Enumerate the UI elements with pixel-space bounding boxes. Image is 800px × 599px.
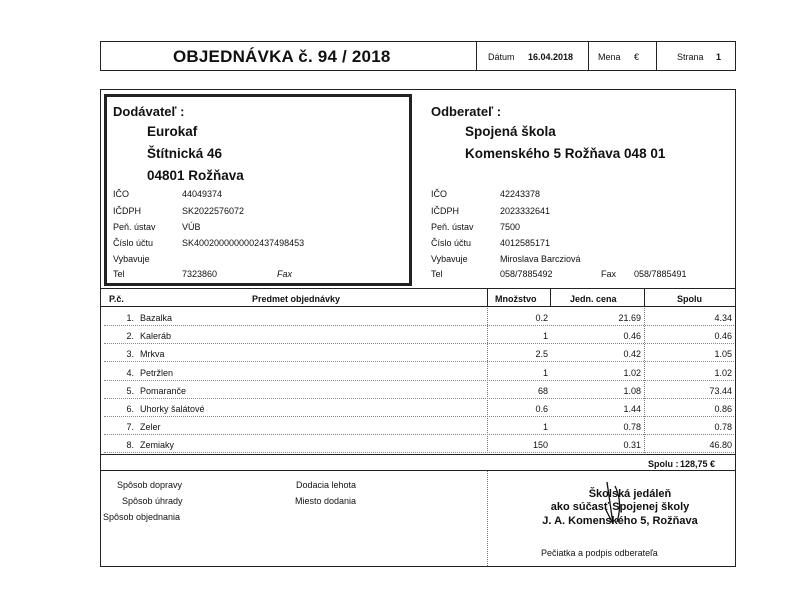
transport-label: Spôsob dopravy	[117, 480, 183, 490]
customer-name: Spojená škola	[465, 124, 556, 139]
supplier-bank-value: VÚB	[182, 222, 201, 232]
row-qty: 1	[542, 422, 548, 432]
footer-divider	[100, 470, 736, 471]
supplier-city: 04801 Rožňava	[147, 168, 244, 183]
delivery-time-label: Dodacia lehota	[296, 480, 357, 490]
header-divider	[588, 41, 589, 71]
row-item: Bazalka	[140, 313, 173, 323]
supplier-ico-value: 44049374	[182, 189, 223, 199]
row-separator	[104, 380, 734, 381]
column-divider	[550, 289, 551, 306]
row-price: 21.69	[618, 313, 641, 323]
row-qty: 1	[542, 331, 548, 341]
row-price: 1.02	[623, 368, 641, 378]
page-number: 1	[716, 52, 722, 62]
row-qty: 1	[542, 368, 548, 378]
row-number: 4.	[126, 368, 134, 378]
supplier-box	[104, 94, 412, 286]
supplier-fax-label: Fax	[277, 269, 293, 279]
row-total: 0.46	[714, 331, 732, 341]
supplier-ico-label: IČO	[113, 189, 130, 199]
row-number: 7.	[126, 422, 134, 432]
stamp-line-2: ako súčasť Spojenej školy	[550, 501, 690, 513]
customer-icdph-value: 2023332641	[500, 206, 551, 216]
row-item: Uhorky šalátové	[140, 404, 205, 414]
row-number: 5.	[126, 386, 134, 396]
customer-handler-label: Vybavuje	[431, 254, 468, 264]
row-separator	[104, 361, 734, 362]
row-price: 0.78	[623, 422, 641, 432]
customer-bank-value: 7500	[500, 222, 521, 232]
signature-label: Pečiatka a podpis odberateľa	[541, 548, 658, 558]
header-divider	[476, 41, 477, 71]
col-header-total: Spolu	[677, 294, 702, 304]
row-item: Petržlen	[140, 368, 174, 378]
delivery-place-label: Miesto dodania	[295, 496, 357, 506]
supplier-name: Eurokaf	[147, 124, 198, 139]
row-number: 2.	[126, 331, 134, 341]
col-header-price: Jedn. cena	[570, 294, 617, 304]
supplier-tel-value: 7323860	[182, 269, 218, 279]
row-price: 0.31	[623, 440, 641, 450]
page-title: OBJEDNÁVKA č. 94 / 2018	[173, 47, 391, 66]
row-separator	[104, 452, 734, 453]
customer-fax-value: 058/7885491	[634, 269, 687, 279]
order-method-label: Spôsob objednania	[103, 512, 181, 522]
row-item: Kaleráb	[140, 331, 172, 341]
row-separator	[104, 325, 734, 326]
row-price: 0.46	[623, 331, 641, 341]
column-divider	[644, 289, 645, 306]
payment-label: Spôsob úhrady	[122, 496, 183, 506]
row-total: 46.80	[709, 440, 732, 450]
row-separator	[104, 416, 734, 417]
customer-bank-label: Peň. ústav	[431, 222, 474, 232]
row-item: Zeler	[140, 422, 161, 432]
table-header-underline	[100, 306, 736, 307]
page-label: Strana	[677, 52, 704, 62]
grand-total-value: 128,75 €	[680, 459, 716, 469]
supplier-tel-label: Tel	[113, 269, 125, 279]
supplier-street: Štítnická 46	[147, 146, 223, 161]
customer-handler-value: Miroslava Barcziová	[500, 254, 581, 264]
date-label: Dátum	[488, 52, 515, 62]
customer-tel-label: Tel	[431, 269, 443, 279]
date-value: 16.04.2018	[528, 52, 574, 62]
grand-total-label: Spolu :	[648, 459, 679, 469]
row-separator	[104, 398, 734, 399]
stamp-line-1: Školská jedáleň	[588, 488, 672, 500]
row-total: 1.05	[714, 349, 732, 359]
supplier-icdph-value: SK2022576072	[182, 206, 245, 216]
row-item: Zemiaky	[140, 440, 175, 450]
col-header-item: Predmet objednávky	[252, 294, 341, 304]
customer-icdph-label: IČDPH	[431, 206, 460, 216]
row-qty: 0.2	[535, 313, 548, 323]
signature-mark	[595, 478, 635, 528]
row-number: 6.	[126, 404, 134, 414]
row-qty: 68	[537, 386, 548, 396]
row-number: 8.	[126, 440, 134, 450]
row-number: 3.	[126, 349, 134, 359]
currency-value: €	[634, 52, 640, 62]
stamp-line-3: J. A. Komenského 5, Rožňava	[542, 515, 698, 527]
customer-account-label: Číslo účtu	[431, 238, 472, 248]
supplier-account-label: Číslo účtu	[113, 238, 154, 248]
supplier-handler-label: Vybavuje	[113, 254, 150, 264]
column-divider	[487, 289, 488, 306]
supplier-heading: Dodávateľ :	[113, 104, 185, 119]
row-price: 1.08	[623, 386, 641, 396]
supplier-account-value: SK4002000000002437498453	[182, 238, 305, 248]
customer-fax-label: Fax	[601, 269, 617, 279]
header-divider	[656, 41, 657, 71]
row-item: Mrkva	[140, 349, 165, 359]
row-total: 0.78	[714, 422, 732, 432]
col-header-qty: Množstvo	[495, 294, 537, 304]
customer-ico-label: IČO	[431, 189, 448, 199]
table-total-line	[100, 454, 736, 455]
row-qty: 2.5	[535, 349, 548, 359]
column-divider	[487, 470, 488, 566]
supplier-bank-label: Peň. ústav	[113, 222, 156, 232]
row-separator	[104, 343, 734, 344]
row-qty: 150	[532, 440, 548, 450]
supplier-icdph-label: IČDPH	[113, 206, 142, 216]
row-total: 4.34	[714, 313, 732, 323]
currency-label: Mena	[598, 52, 621, 62]
customer-ico-value: 42243378	[500, 189, 541, 199]
customer-tel-value: 058/7885492	[500, 269, 553, 279]
row-separator	[104, 434, 734, 435]
row-total: 1.02	[714, 368, 732, 378]
row-price: 0.42	[623, 349, 641, 359]
row-item: Pomaranče	[140, 386, 187, 396]
row-price: 1.44	[623, 404, 641, 414]
customer-heading: Odberateľ :	[431, 104, 502, 119]
customer-account-value: 4012585171	[500, 238, 551, 248]
customer-address: Komenského 5 Rožňava 048 01	[465, 146, 666, 161]
row-number: 1.	[126, 313, 134, 323]
col-header-no: P.č.	[109, 294, 124, 304]
row-total: 73.44	[709, 386, 732, 396]
row-total: 0.86	[714, 404, 732, 414]
row-qty: 0.6	[535, 404, 548, 414]
